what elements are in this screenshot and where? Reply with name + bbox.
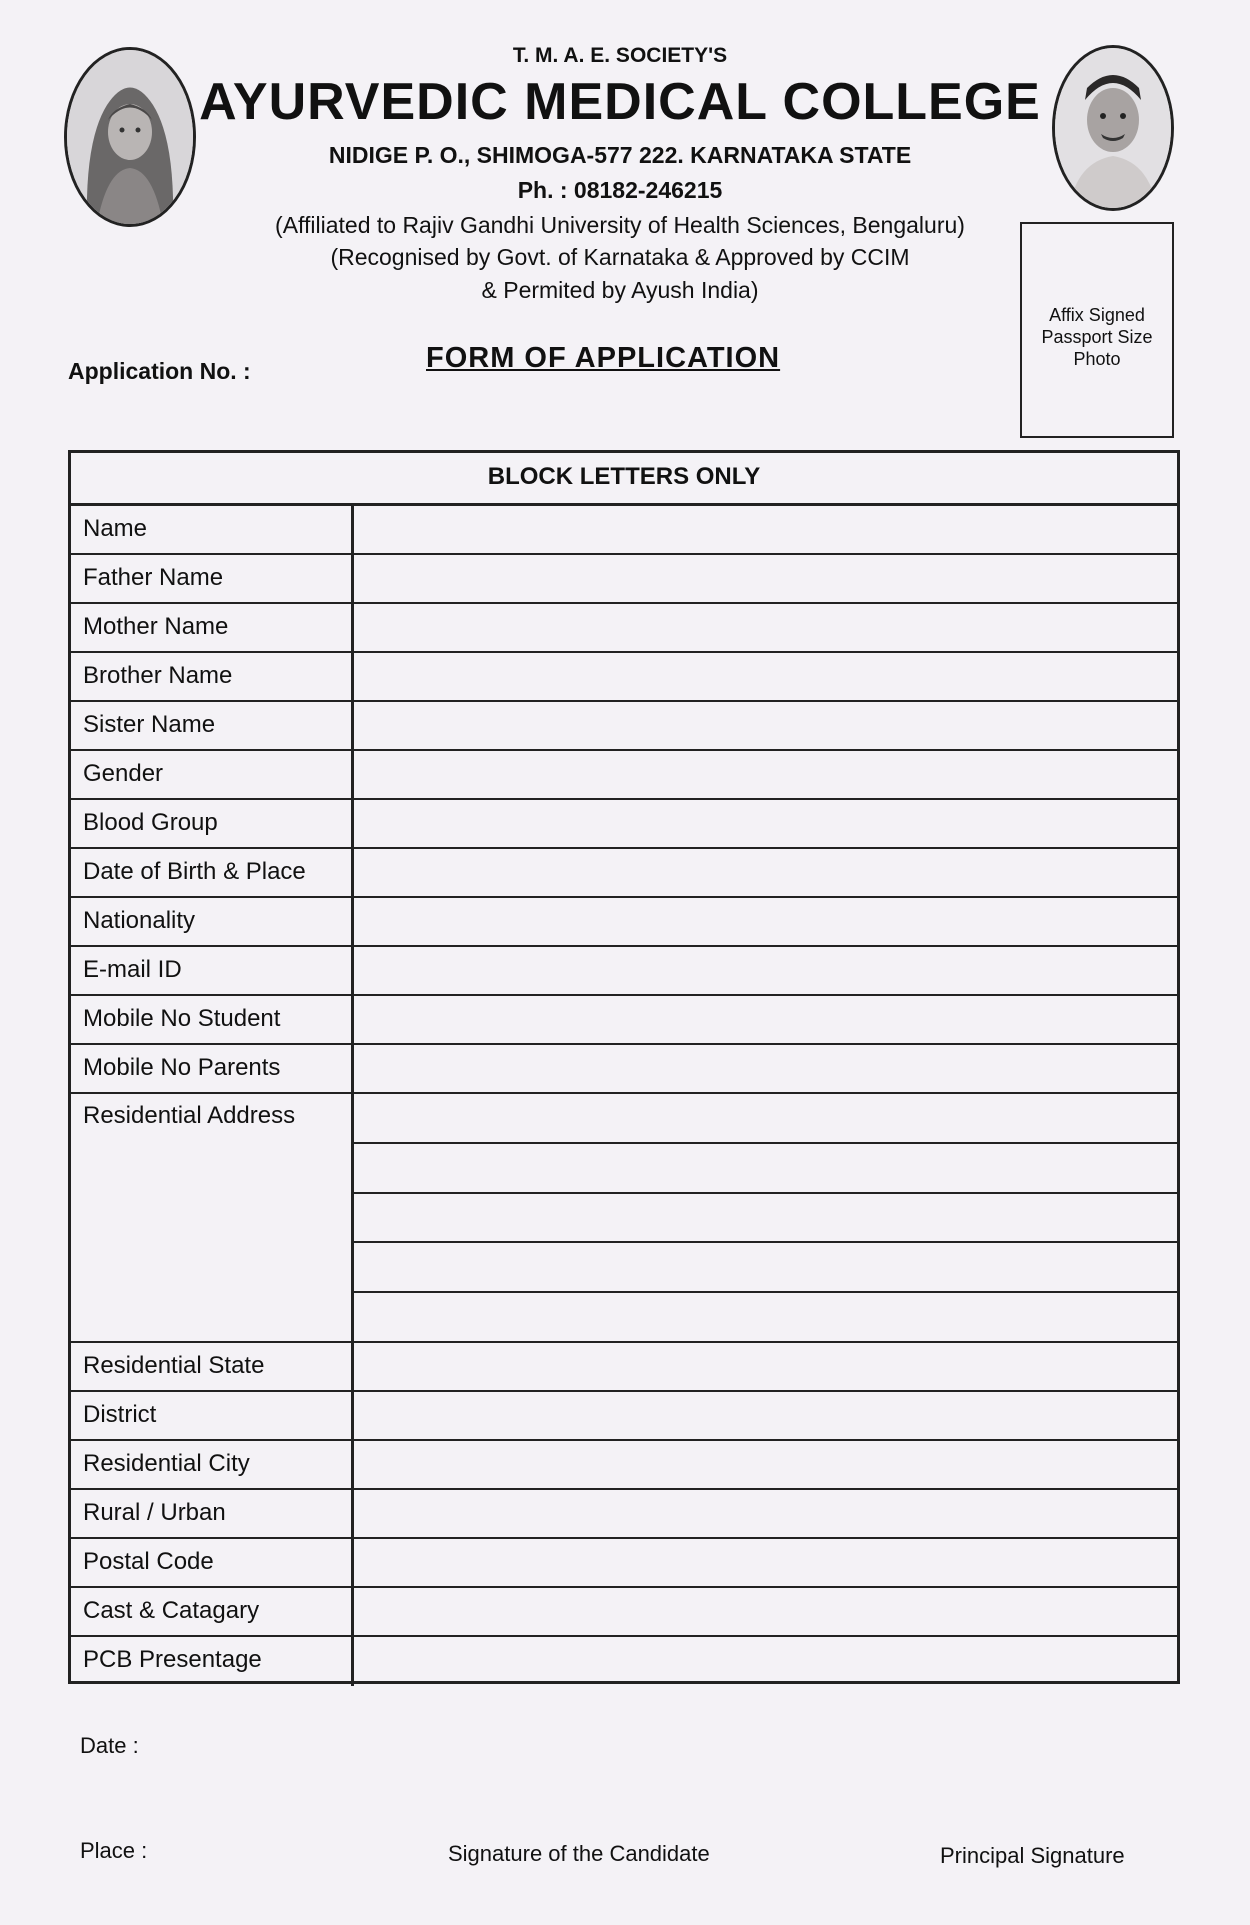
residential-state-field[interactable] (354, 1343, 1177, 1390)
address-line[interactable] (354, 1144, 1177, 1194)
field-label: Mobile No Parents (71, 1045, 354, 1092)
field-label: Sister Name (71, 702, 354, 749)
application-form-table (68, 450, 1180, 1684)
form-row-district (71, 1392, 1177, 1441)
rural-urban-field[interactable] (354, 1490, 1177, 1537)
field-label: Gender (71, 751, 354, 798)
field-label: Father Name (71, 555, 354, 602)
address-line[interactable] (354, 1194, 1177, 1244)
field-label: PCB Presentage (71, 1637, 354, 1686)
form-row-date-of-birth (71, 849, 1177, 898)
form-row-rural-urban (71, 1490, 1177, 1539)
district-field[interactable] (354, 1392, 1177, 1439)
principal-signature-label: Principal Signature (940, 1843, 1125, 1868)
form-row-residential-address (71, 1094, 1177, 1343)
residential-address-field[interactable] (354, 1094, 1177, 1341)
field-label: Mother Name (71, 604, 354, 651)
candidate-signature-label: Signature of the Candidate (448, 1841, 710, 1866)
place-label: Place : (80, 1838, 148, 1863)
address-line[interactable] (354, 1243, 1177, 1293)
application-number-label: Application No. : (68, 358, 251, 384)
college-phone: Ph. : 08182-246215 (517, 177, 723, 203)
mobile-student-field[interactable] (354, 996, 1177, 1043)
form-row-brother-name (71, 653, 1177, 702)
founder-portrait-right (1052, 45, 1174, 211)
permission-line: & Permited by Ayush India) (481, 277, 759, 303)
form-row-name (71, 506, 1177, 555)
field-label: Cast & Catagary (71, 1588, 354, 1635)
college-address: NIDIGE P. O., SHIMOGA-577 222. KARNATAKA STATE (328, 142, 912, 168)
field-label: Mobile No Student (71, 996, 354, 1043)
society-name: T. M. A. E. SOCIETY'S (512, 44, 728, 67)
form-row-father-name (71, 555, 1177, 604)
form-row-residential-state (71, 1343, 1177, 1392)
portrait-image (67, 50, 193, 224)
email-field[interactable] (354, 947, 1177, 994)
form-row-residential-city (71, 1441, 1177, 1490)
form-row-nationality (71, 898, 1177, 947)
mother-name-field[interactable] (354, 604, 1177, 651)
field-label: Date of Birth & Place (71, 849, 354, 896)
form-row-postal-code (71, 1539, 1177, 1588)
form-row-mobile-parents (71, 1045, 1177, 1094)
mobile-parents-field[interactable] (354, 1045, 1177, 1092)
gender-field[interactable] (354, 751, 1177, 798)
date-of-birth-field[interactable] (354, 849, 1177, 896)
address-line[interactable] (354, 1094, 1177, 1144)
address-line[interactable] (354, 1293, 1177, 1341)
blood-group-field[interactable] (354, 800, 1177, 847)
recognition-line: (Recognised by Govt. of Karnataka & Approved by CCIM (330, 244, 910, 270)
pcb-percentage-field[interactable] (354, 1637, 1177, 1686)
sister-name-field[interactable] (354, 702, 1177, 749)
name-field[interactable] (354, 506, 1177, 553)
form-row-gender (71, 751, 1177, 800)
founder-portrait-left (64, 47, 196, 227)
father-name-field[interactable] (354, 555, 1177, 602)
college-name: AYURVEDIC MEDICAL COLLEGE (199, 73, 1041, 131)
field-label: Residential City (71, 1441, 354, 1488)
form-row-mobile-student (71, 996, 1177, 1045)
form-row-email (71, 947, 1177, 996)
photo-box-label: Affix Signed Passport Size Photo (1041, 305, 1153, 369)
form-title: FORM OF APPLICATION (426, 342, 781, 374)
nationality-field[interactable] (354, 898, 1177, 945)
field-label: E-mail ID (71, 947, 354, 994)
field-label: Residential State (71, 1343, 354, 1390)
field-label: Brother Name (71, 653, 354, 700)
portrait-image (1055, 48, 1171, 208)
caste-category-field[interactable] (354, 1588, 1177, 1635)
date-label: Date : (80, 1733, 139, 1758)
passport-photo-box[interactable] (1020, 222, 1174, 438)
affiliation-line: (Affiliated to Rajiv Gandhi University of Health Sciences, Bengaluru) (275, 212, 965, 238)
field-label: Nationality (71, 898, 354, 945)
field-label: Residential Address (71, 1094, 354, 1341)
form-row-pcb-percentage (71, 1637, 1177, 1686)
form-row-caste-category (71, 1588, 1177, 1637)
field-label: Rural / Urban (71, 1490, 354, 1537)
form-row-blood-group (71, 800, 1177, 849)
block-letters-header: BLOCK LETTERS ONLY (71, 453, 1177, 506)
field-label: Blood Group (71, 800, 354, 847)
brother-name-field[interactable] (354, 653, 1177, 700)
field-label: District (71, 1392, 354, 1439)
postal-code-field[interactable] (354, 1539, 1177, 1586)
residential-city-field[interactable] (354, 1441, 1177, 1488)
form-row-sister-name (71, 702, 1177, 751)
field-label: Name (71, 506, 354, 553)
field-label: Postal Code (71, 1539, 354, 1586)
form-row-mother-name (71, 604, 1177, 653)
